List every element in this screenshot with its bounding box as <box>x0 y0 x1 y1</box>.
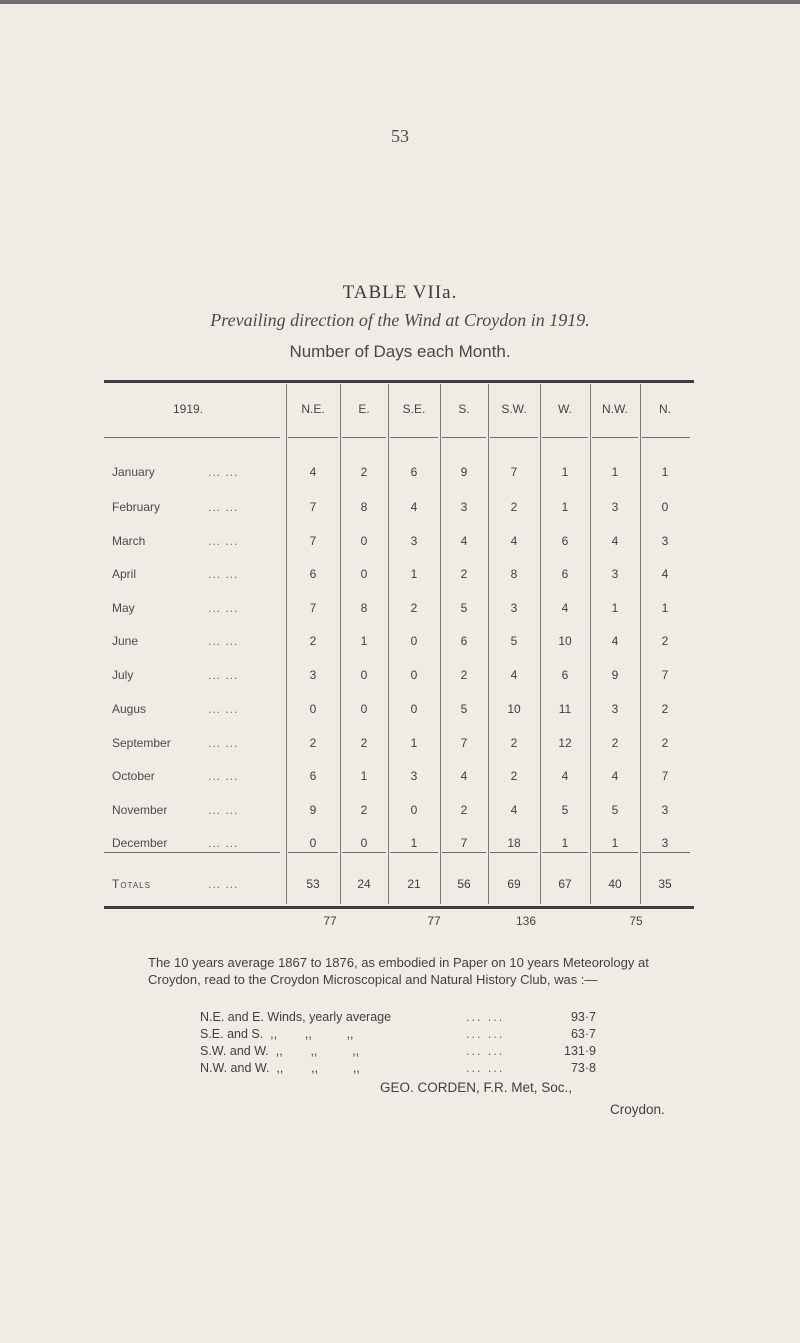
table-cell: 3 <box>410 534 418 548</box>
top-border <box>0 0 800 4</box>
column-divider <box>340 384 341 904</box>
table-cell: 3 <box>611 567 619 581</box>
table-cell: 6 <box>460 634 468 648</box>
table-cell: 4 <box>510 534 518 548</box>
totals-overline <box>490 852 538 853</box>
average-label: S.W. and W. ,, ,, ,, <box>200 1044 360 1058</box>
group-total: 77 <box>323 914 337 928</box>
table-cell: 2 <box>410 601 418 615</box>
leader-dots: ... ... <box>208 534 239 548</box>
table-cell: 5 <box>460 601 468 615</box>
table-cell: 7 <box>309 500 317 514</box>
totals-overline <box>104 852 280 853</box>
table-cell: 6 <box>309 769 317 783</box>
header-underline <box>342 437 386 438</box>
table-title: TABLE VIIa. <box>342 282 458 303</box>
totals-overline <box>288 852 338 853</box>
table-cell: 9 <box>460 465 468 479</box>
table-cell: 0 <box>309 836 317 850</box>
table-cell: 7 <box>309 534 317 548</box>
month-name: October <box>112 769 155 783</box>
table-cell: 1 <box>561 465 569 479</box>
leader-dots: ... ... <box>208 567 239 581</box>
table-cell: 7 <box>460 736 468 750</box>
column-header: E. <box>358 402 370 416</box>
leader-dots: ... ... <box>208 500 239 514</box>
column-divider <box>590 384 591 904</box>
table-cell: 2 <box>460 567 468 581</box>
month-label <box>112 567 282 581</box>
table-cell: 4 <box>611 634 619 648</box>
header-underline <box>104 437 280 438</box>
month-label <box>112 500 282 514</box>
table-cell: 2 <box>510 769 518 783</box>
column-header: S. <box>458 402 470 416</box>
total-cell: 24 <box>357 877 371 891</box>
month-label <box>112 836 282 850</box>
month-label <box>112 668 282 682</box>
table-cell: 0 <box>410 702 418 716</box>
total-cell: 69 <box>507 877 521 891</box>
table-cell: 3 <box>510 601 518 615</box>
column-divider <box>286 384 287 904</box>
leader-dots: ... ... <box>208 465 239 479</box>
year-header: 1919. <box>172 402 204 416</box>
table-cell: 1 <box>611 836 619 850</box>
table-cell: 4 <box>410 500 418 514</box>
table-cell: 3 <box>309 668 317 682</box>
total-cell: 35 <box>658 877 672 891</box>
table-cell: 4 <box>309 465 317 479</box>
table-cell: 0 <box>410 634 418 648</box>
month-name: July <box>112 668 134 682</box>
table-cell: 2 <box>611 736 619 750</box>
table-cell: 0 <box>360 534 368 548</box>
table-cell: 2 <box>661 736 669 750</box>
leader-dots: ... ... <box>466 1044 505 1058</box>
table-cell: 0 <box>410 803 418 817</box>
month-label <box>112 601 282 615</box>
leader-dots: ... ... <box>208 668 239 682</box>
header-underline <box>288 437 338 438</box>
column-divider <box>440 384 441 904</box>
column-header: N.E. <box>301 402 325 416</box>
table-cell: 4 <box>460 534 468 548</box>
table-cell: 4 <box>661 567 669 581</box>
table-cell: 4 <box>611 534 619 548</box>
totals-name: Totals <box>112 877 151 891</box>
table-cell: 5 <box>561 803 569 817</box>
column-header: N. <box>659 402 671 416</box>
table-cell: 7 <box>309 601 317 615</box>
table-cell: 4 <box>510 803 518 817</box>
average-value: 73·8 <box>570 1061 596 1075</box>
table-cell: 8 <box>510 567 518 581</box>
table-cell: 0 <box>309 702 317 716</box>
table-subtitle: Prevailing direction of the Wind at Croydon in 1919. <box>210 310 590 330</box>
table-cell: 1 <box>360 634 368 648</box>
table-cell: 8 <box>360 601 368 615</box>
table-cell: 1 <box>661 601 669 615</box>
table-cell: 0 <box>360 702 368 716</box>
total-cell: 53 <box>306 877 320 891</box>
table-cell: 1 <box>611 465 619 479</box>
table-cell: 4 <box>510 668 518 682</box>
average-label: N.E. and E. Winds, yearly average <box>200 1010 392 1024</box>
table-cell: 1 <box>410 567 418 581</box>
month-name: November <box>112 803 168 817</box>
column-divider <box>488 384 489 904</box>
table-cell: 3 <box>611 702 619 716</box>
signature-location: Croydon. <box>610 1102 665 1117</box>
leader-dots: ... ... <box>208 836 239 850</box>
page-number: 53 <box>391 126 409 146</box>
group-total: 77 <box>427 914 441 928</box>
table-cell: 0 <box>410 668 418 682</box>
table-cell: 5 <box>510 634 518 648</box>
table-top-rule <box>104 380 694 383</box>
leader-dots: ... ... <box>208 803 239 817</box>
month-label <box>112 534 282 548</box>
note-paragraph: The 10 years average 1867 to 1876, as embodied in Paper on 10 years Meteorology at Croydon, read to the Croydon Microscopical and Natural History Club, was :— <box>148 955 649 987</box>
table-cell: 0 <box>360 836 368 850</box>
month-name: Augus <box>112 702 147 716</box>
table-caption: Number of Days each Month. <box>289 342 511 361</box>
total-cell: 56 <box>457 877 471 891</box>
table-cell: 10 <box>558 634 572 648</box>
month-name: December <box>112 836 168 850</box>
column-header: N.W. <box>602 402 628 416</box>
table-cell: 0 <box>360 567 368 581</box>
average-label: S.E. and S. ,, ,, ,, <box>200 1027 354 1041</box>
table-cell: 7 <box>661 668 669 682</box>
total-cell: 21 <box>407 877 421 891</box>
table-cell: 1 <box>561 500 569 514</box>
column-header: S.E. <box>402 402 426 416</box>
table-cell: 2 <box>510 736 518 750</box>
table-cell: 12 <box>558 736 572 750</box>
table-cell: 2 <box>460 803 468 817</box>
month-label <box>112 736 282 750</box>
table-cell: 2 <box>309 634 317 648</box>
leader-dots: ... ... <box>466 1010 505 1024</box>
table-cell: 5 <box>460 702 468 716</box>
table-cell: 1 <box>410 836 418 850</box>
month-label <box>112 769 282 783</box>
table-cell: 2 <box>510 500 518 514</box>
table-cell: 2 <box>360 803 368 817</box>
header-underline <box>642 437 690 438</box>
totals-overline <box>642 852 690 853</box>
table-cell: 2 <box>360 465 368 479</box>
average-value: 63·7 <box>570 1027 596 1041</box>
header-underline <box>390 437 438 438</box>
total-cell: 67 <box>558 877 572 891</box>
totals-label <box>112 877 282 891</box>
leader-dots: ... ... <box>208 702 239 716</box>
table-bottom-rule <box>104 906 694 909</box>
month-label <box>112 803 282 817</box>
totals-overline <box>390 852 438 853</box>
table-cell: 0 <box>360 668 368 682</box>
table-cell: 1 <box>561 836 569 850</box>
column-header: S.W. <box>501 402 527 416</box>
table-cell: 1 <box>611 601 619 615</box>
table-cell: 11 <box>558 702 572 716</box>
table-cell: 3 <box>661 534 669 548</box>
table-cell: 7 <box>661 769 669 783</box>
table-cell: 4 <box>611 769 619 783</box>
month-name: March <box>112 534 146 548</box>
group-total: 75 <box>629 914 643 928</box>
table-cell: 2 <box>661 702 669 716</box>
header-underline <box>592 437 638 438</box>
table-cell: 9 <box>611 668 619 682</box>
table-cell: 0 <box>661 500 669 514</box>
table-cell: 2 <box>309 736 317 750</box>
table-cell: 3 <box>661 803 669 817</box>
table-cell: 6 <box>561 534 569 548</box>
leader-dots: ... ... <box>208 736 239 750</box>
average-value: 131·9 <box>564 1044 596 1058</box>
table-cell: 5 <box>611 803 619 817</box>
month-name: January <box>112 465 155 479</box>
month-label <box>112 465 282 479</box>
leader-dots: ... ... <box>208 634 239 648</box>
column-header: W. <box>558 402 572 416</box>
table-cell: 3 <box>611 500 619 514</box>
leader-dots: ... ... <box>466 1061 505 1075</box>
table-cell: 4 <box>460 769 468 783</box>
table-cell: 4 <box>561 601 569 615</box>
month-name: February <box>112 500 161 514</box>
column-divider <box>640 384 641 904</box>
header-underline <box>490 437 538 438</box>
table-cell: 2 <box>661 634 669 648</box>
table-cell: 7 <box>510 465 518 479</box>
header-underline <box>442 437 486 438</box>
month-name: June <box>112 634 139 648</box>
table-cell: 6 <box>561 567 569 581</box>
total-cell: 40 <box>608 877 622 891</box>
table-cell: 3 <box>661 836 669 850</box>
column-divider <box>388 384 389 904</box>
totals-overline <box>542 852 588 853</box>
signature: GEO. CORDEN, F.R. Met, Soc., <box>380 1080 573 1095</box>
table-cell: 6 <box>309 567 317 581</box>
leader-dots: ... ... <box>208 769 239 783</box>
table-cell: 6 <box>410 465 418 479</box>
leader-dots: ... ... <box>208 601 239 615</box>
month-name: April <box>112 567 137 581</box>
average-value: 93·7 <box>570 1010 596 1024</box>
month-label <box>112 634 282 648</box>
header-underline <box>542 437 588 438</box>
table-cell: 18 <box>507 836 521 850</box>
totals-overline <box>342 852 386 853</box>
totals-overline <box>592 852 638 853</box>
table-cell: 3 <box>410 769 418 783</box>
totals-overline <box>442 852 486 853</box>
leader-dots: ... ... <box>466 1027 505 1041</box>
table-cell: 9 <box>309 803 317 817</box>
month-name: May <box>112 601 135 615</box>
table-cell: 1 <box>410 736 418 750</box>
table-cell: 4 <box>561 769 569 783</box>
table-cell: 2 <box>360 736 368 750</box>
table-cell: 2 <box>460 668 468 682</box>
table-cell: 1 <box>661 465 669 479</box>
table-cell: 7 <box>460 836 468 850</box>
table-cell: 1 <box>360 769 368 783</box>
column-divider <box>540 384 541 904</box>
table-cell: 8 <box>360 500 368 514</box>
month-label <box>112 702 282 716</box>
leader-dots: ... ... <box>208 877 239 891</box>
average-label: N.W. and W. ,, ,, ,, <box>200 1061 360 1075</box>
month-name: September <box>112 736 171 750</box>
group-total: 136 <box>515 914 537 928</box>
table-cell: 10 <box>507 702 521 716</box>
table-cell: 6 <box>561 668 569 682</box>
table-cell: 3 <box>460 500 468 514</box>
